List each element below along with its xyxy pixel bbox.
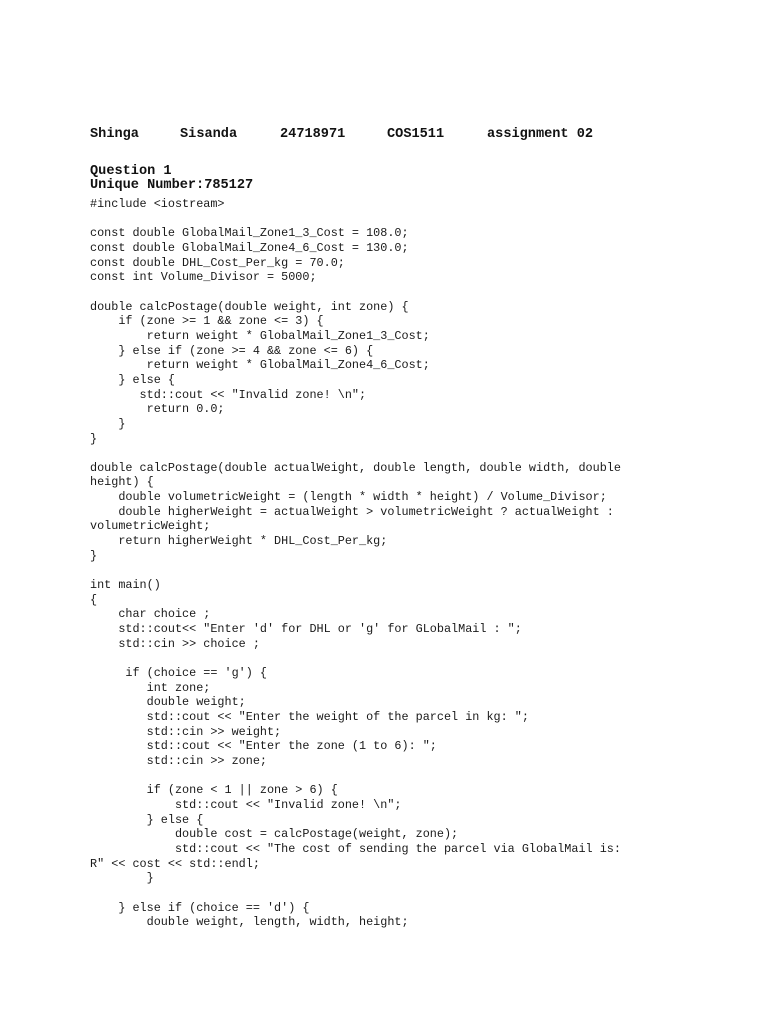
student-first-name: Shinga xyxy=(90,127,139,142)
course-code: COS1511 xyxy=(387,127,445,142)
code-line: } xyxy=(90,431,98,446)
code-line: int main() xyxy=(90,578,161,593)
code-line: double cost = calcPostage(weight, zone); xyxy=(90,827,459,842)
code-line: char choice ; xyxy=(90,607,211,622)
code-line: if (zone >= 1 && zone <= 3) { xyxy=(90,314,324,329)
code-line: } xyxy=(90,416,126,431)
code-line: height) { xyxy=(90,475,154,490)
code-line: std::cout << "Enter the zone (1 to 6): "; xyxy=(90,739,437,754)
code-line: } else if (choice == 'd') { xyxy=(90,900,310,915)
code-line: const double GlobalMail_Zone1_3_Cost = 108.0; xyxy=(90,226,409,241)
code-line: std::cout<< "Enter 'd' for DHL or 'g' for GLobalMail : "; xyxy=(90,622,522,637)
code-line: const double GlobalMail_Zone4_6_Cost = 130.0; xyxy=(90,240,409,255)
code-line: { xyxy=(90,592,98,607)
code-line: return higherWeight * DHL_Cost_Per_kg; xyxy=(90,534,388,549)
code-line: int zone; xyxy=(90,680,211,695)
code-line: } else { xyxy=(90,372,175,387)
code-line: volumetricWeight; xyxy=(90,519,211,534)
code-line: std::cout << "The cost of sending the parcel via GlobalMail is: xyxy=(90,841,621,856)
code-line xyxy=(90,212,621,227)
student-info-line xyxy=(90,126,593,143)
code-line xyxy=(90,886,621,901)
code-line: std::cout << "Invalid zone! \n"; xyxy=(90,797,402,812)
code-line: const double DHL_Cost_Per_kg = 70.0; xyxy=(90,255,345,270)
code-line: R" << cost << std::endl; xyxy=(90,856,260,871)
code-line: } xyxy=(90,548,98,563)
code-listing xyxy=(90,197,621,930)
code-line: if (choice == 'g') { xyxy=(90,666,267,680)
code-line xyxy=(90,446,621,461)
code-line: } xyxy=(90,871,154,886)
code-line: return 0.0; xyxy=(90,402,225,417)
code-line: std::cin >> choice ; xyxy=(90,636,260,651)
code-line: double weight, length, width, height; xyxy=(90,915,409,930)
code-line: double weight; xyxy=(90,695,246,710)
code-line: } else if (zone >= 4 && zone <= 6) { xyxy=(90,343,374,358)
assignment-label: assignment 02 xyxy=(487,127,594,142)
question-title: Question 1 xyxy=(90,164,172,179)
code-line: std::cout << "Invalid zone! \n"; xyxy=(90,387,367,402)
code-line: } else { xyxy=(90,812,204,827)
code-line: double calcPostage(double weight, int zone) { xyxy=(90,299,409,314)
code-line: return weight * GlobalMail_Zone4_6_Cost; xyxy=(90,358,430,373)
code-line: double volumetricWeight = (length * width * height) / Volume_Divisor; xyxy=(90,490,607,505)
code-line xyxy=(90,285,621,300)
code-line: double higherWeight = actualWeight > volumetricWeight ? actualWeight : xyxy=(90,504,614,519)
code-line: std::cin >> weight; xyxy=(90,724,282,739)
unique-number: Unique Number:785127 xyxy=(90,178,254,193)
code-line xyxy=(90,769,621,784)
code-line: std::cin >> zone; xyxy=(90,753,267,768)
student-number: 24718971 xyxy=(280,127,346,142)
code-line: return weight * GlobalMail_Zone1_3_Cost; xyxy=(90,328,430,343)
code-line xyxy=(90,651,621,666)
code-line: if (zone < 1 || zone > 6) { xyxy=(90,783,338,798)
code-line: #include <iostream> xyxy=(90,197,225,211)
code-line: const int Volume_Divisor = 5000; xyxy=(90,270,317,285)
code-line: double calcPostage(double actualWeight, double length, double width, double xyxy=(90,460,621,475)
code-line: std::cout << "Enter the weight of the parcel in kg: "; xyxy=(90,709,529,724)
student-last-name: Sisanda xyxy=(180,127,238,142)
code-line xyxy=(90,563,621,578)
